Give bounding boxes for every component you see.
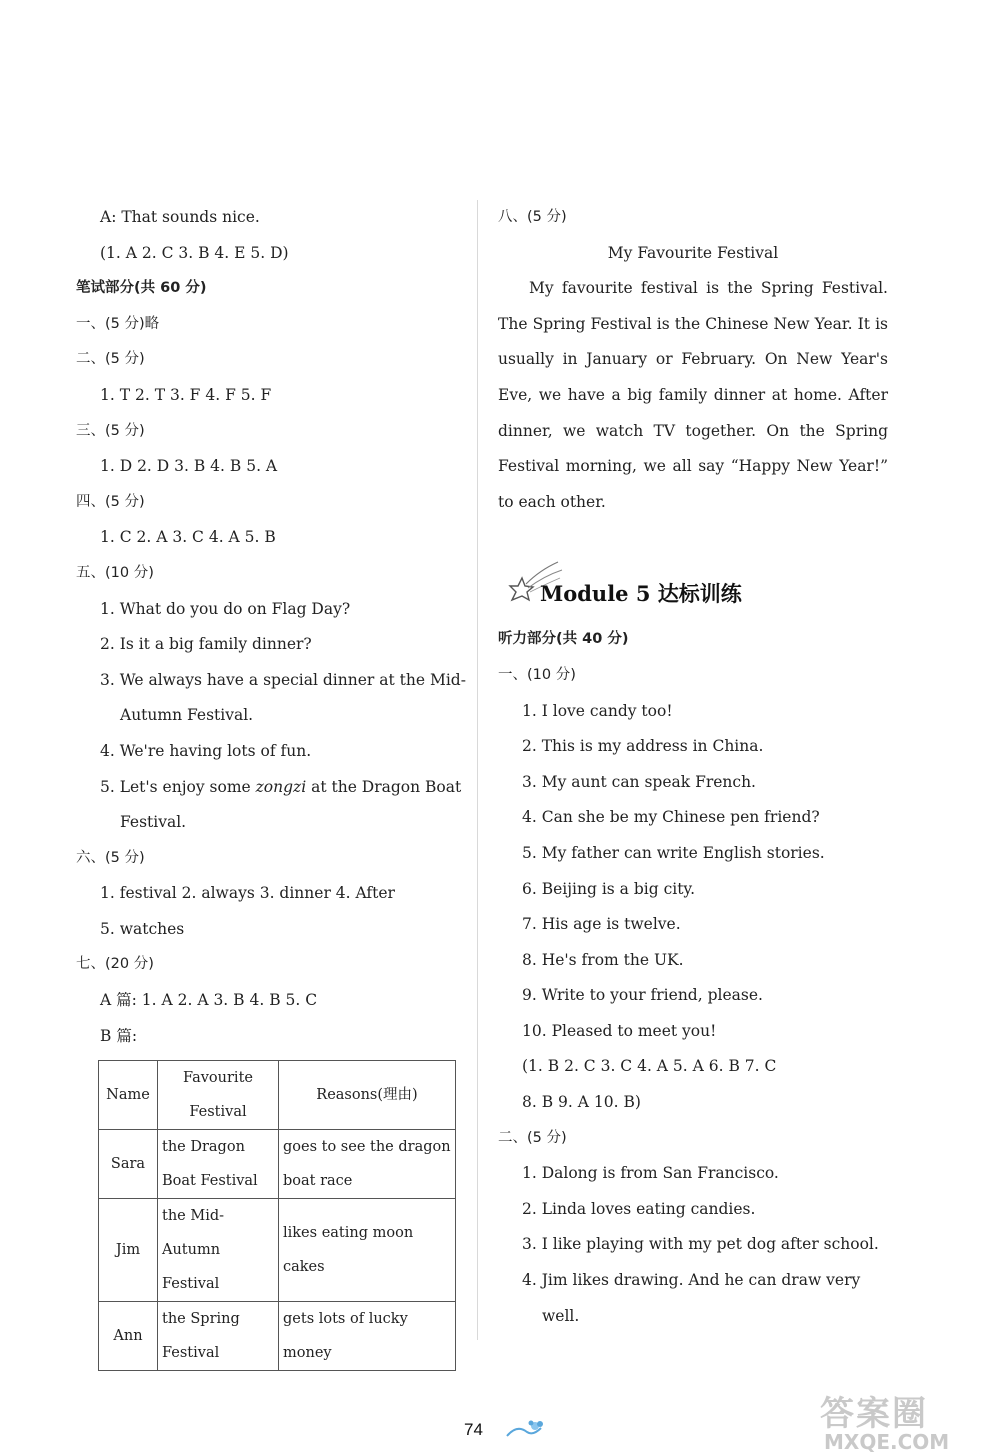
module-section-1-item: 5. My father can write English stories.: [522, 843, 825, 862]
table-cell: Jim: [99, 1199, 158, 1302]
module-title-block: [498, 556, 888, 622]
left-column: [76, 200, 466, 1371]
module-section-2-item: 1. Dalong is from San Francisco.: [522, 1164, 779, 1183]
module-section-1-item: 8. He's from the UK.: [522, 950, 684, 969]
essay-title: My Favourite Festival: [607, 243, 779, 262]
section-7-part-b: B 篇:: [100, 1026, 138, 1045]
table-header: Reasons(理由): [279, 1061, 456, 1130]
section-2-heading: 二、(5 分): [76, 351, 145, 368]
section-3-answers: 1. D 2. D 3. B 4. B 5. A: [100, 457, 278, 476]
table-cell: gets lots of lucky money: [279, 1302, 456, 1371]
module-section-1-item: 2. This is my address in China.: [522, 737, 764, 756]
item-text: 5. Let's enjoy some: [100, 777, 251, 796]
table-cell: Ann: [99, 1302, 158, 1371]
table-row: [99, 1130, 456, 1199]
section-5-item-continued: Festival.: [120, 813, 187, 832]
module-section-1-heading: 一、(10 分): [498, 666, 576, 683]
section-4-answers: 1. C 2. A 3. C 4. A 5. B: [100, 528, 276, 547]
module-section-2-item: 2. Linda loves eating candies.: [522, 1199, 756, 1218]
module-section-1-item: 6. Beijing is a big city.: [522, 879, 696, 898]
section-8-heading: 八、(5 分): [498, 209, 567, 225]
section-7-part-a: A 篇: 1. A 2. A 3. B 4. B 5. C: [100, 991, 318, 1010]
column-divider: [477, 200, 478, 1340]
module-section-2-item: 4. Jim likes drawing. And he can draw very: [522, 1271, 861, 1290]
section-5-item: 4. We're having lots of fun.: [100, 741, 312, 760]
right-column: [498, 200, 888, 1334]
table-row: [99, 1199, 456, 1302]
item-text: at the Dragon Boat: [311, 777, 462, 796]
section-5-item-continued: Autumn Festival.: [120, 706, 254, 725]
watermark-logo: [820, 1394, 1000, 1454]
page-number: 74: [464, 1420, 483, 1439]
module-title: Module 5 达标训练: [540, 581, 742, 607]
section-5-item: 2. Is it a big family dinner?: [100, 635, 312, 654]
table-header: Name: [99, 1061, 158, 1130]
module-section-1-answers: (1. B 2. C 3. C 4. A 5. A 6. B 7. C: [522, 1057, 777, 1076]
section-3-heading: 三、(5 分): [76, 422, 145, 439]
section-6-answers: 5. watches: [100, 919, 185, 938]
table-cell: goes to see the dragon boat race: [279, 1130, 456, 1199]
festival-table: [98, 1060, 456, 1371]
table-header-row: [99, 1061, 456, 1130]
essay-body: My favourite festival is the Spring Festival. The Spring Festival is the Chinese New Year. It is usually in January or February. On New Year's Eve, we have a big family dinner at home. After dinner, we watch TV together. On the Spring Festival morning, we all say “Happy New Year!” to each other.: [498, 279, 888, 511]
table-cell: the Mid-Autumn Festival: [158, 1199, 279, 1302]
module-section-1-item: 3. My aunt can speak French.: [522, 772, 756, 791]
section-5-item: [76, 770, 462, 806]
module-section-1-item: 10. Pleased to meet you!: [522, 1021, 717, 1040]
watermark-url: MXQE.COM: [824, 1430, 950, 1454]
section-1-heading: 一、(5 分)略: [76, 315, 160, 332]
module-section-1-item: 4. Can she be my Chinese pen friend?: [522, 808, 820, 827]
listening-section-header: 听力部分(共 40 分): [498, 631, 629, 648]
section-5-heading: 五、(10 分): [76, 564, 154, 581]
module-section-2-heading: 二、(5 分): [498, 1129, 567, 1146]
section-2-answers: 1. T 2. T 3. F 4. F 5. F: [100, 385, 272, 404]
table-row: [99, 1302, 456, 1371]
table-cell: the Spring Festival: [158, 1302, 279, 1371]
written-section-header: 笔试部分(共 60 分): [76, 280, 207, 297]
section-5-item: 1. What do you do on Flag Day?: [100, 599, 351, 618]
module-section-1-answers: 8. B 9. A 10. B): [522, 1093, 641, 1112]
module-section-1-item: 7. His age is twelve.: [522, 915, 681, 934]
module-section-1-item: 1. I love candy too!: [522, 701, 673, 720]
italic-word: zongzi: [255, 777, 307, 796]
table-cell: likes eating moon cakes: [279, 1199, 456, 1302]
table-header: Favourite Festival: [158, 1061, 279, 1130]
section-6-heading: 六、(5 分): [76, 849, 145, 866]
table-cell: Sara: [99, 1130, 158, 1199]
module-section-1-item: 9. Write to your friend, please.: [522, 986, 763, 1005]
section-5-item: 3. We always have a special dinner at the Mid-: [100, 670, 466, 689]
module-section-2-item-continued: well.: [542, 1306, 580, 1325]
section-6-answers: 1. festival 2. always 3. dinner 4. After: [100, 884, 395, 903]
flower-icon: [505, 1418, 545, 1442]
watermark-text: 答案圈: [820, 1394, 928, 1434]
section-7-heading: 七、(20 分): [76, 956, 154, 973]
table-cell: the Dragon Boat Festival: [158, 1130, 279, 1199]
section-4-heading: 四、(5 分): [76, 493, 145, 510]
listening-answers: (1. A 2. C 3. B 4. E 5. D): [100, 243, 289, 262]
module-section-2-item: 3. I like playing with my pet dog after school.: [522, 1235, 879, 1254]
dialogue-line: A: That sounds nice.: [100, 208, 260, 226]
